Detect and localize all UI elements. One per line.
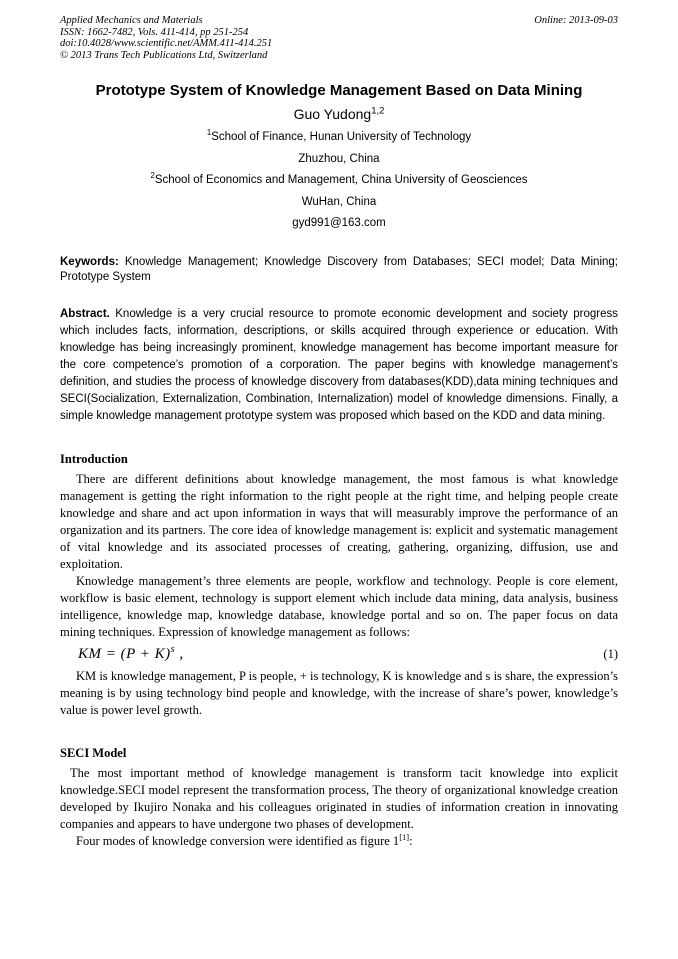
seci-closing-line bbox=[60, 833, 618, 850]
affiliation-superscript: 1 bbox=[206, 128, 212, 138]
copyright-line: © 2013 Trans Tech Publications Ltd, Switzerland bbox=[60, 49, 268, 61]
intro-paragraph-3: KM is knowledge management, P is people, + is technology, K is knowledge and s is share, the expression’s meaning is by using technology bind people and knowledge, with the increase of share’s power, knowledge’s value is power level growth. bbox=[60, 668, 618, 717]
closing-text: Four modes of knowledge conversion were identified as figure 1 bbox=[76, 833, 400, 848]
section-heading-seci-model: SECI Model bbox=[60, 745, 127, 760]
keywords-label: Keywords: bbox=[60, 255, 119, 268]
affiliation-text: Zhuzhou, China bbox=[298, 152, 380, 165]
author-line bbox=[60, 105, 618, 123]
section-heading-introduction: Introduction bbox=[60, 451, 128, 466]
equation-row bbox=[60, 643, 618, 663]
paper-title: Prototype System of Knowledge Management Based on Data Mining bbox=[95, 82, 583, 99]
closing-colon: : bbox=[409, 833, 413, 848]
abstract-paragraph bbox=[60, 306, 618, 425]
abstract-text: Knowledge is a very crucial resource to promote economic development and society progress which includes facts, information, descriptions, or skills acquired through experience or education. With knowledge has being increasingly prominent, knowledge management has become important measure for the core competence’s promotion of a corporation. The paper begins with knowledge management’s definition, and studies the process of knowledge discovery from databases(KDD),data mining techniques and SECI(Socialization, Externalization, Combination, Internalization) model of knowledge dimensions. Finally, a simple knowledge management prototype system was proposed which based on the KDD and data mining. bbox=[60, 307, 618, 422]
equation-tail: , bbox=[175, 645, 184, 662]
equation-number: (1) bbox=[603, 646, 618, 661]
equation-body: KM = (P + K) bbox=[78, 645, 171, 662]
affiliation-text: School of Finance, Hunan University of Technology bbox=[211, 131, 472, 143]
affiliation-line bbox=[60, 170, 618, 192]
doi-line: doi:10.4028/www.scientific.net/AMM.411-414.251 bbox=[60, 38, 273, 49]
equation bbox=[60, 643, 184, 663]
keywords-text: Knowledge Management; Knowledge Discovery from Databases; SECI model; Data Mining; Prototype System bbox=[60, 255, 618, 283]
affiliation-line bbox=[60, 127, 618, 149]
intro-paragraph-2: Knowledge management’s three elements are people, workflow and technology. People is core element, workflow is basic element, technology is support element which include data mining, data analysis, business intelligence, knowledge map, knowledge database, knowledge portal and so on. The paper focus on data mining techniques. Expression of knowledge management as follows: bbox=[60, 573, 618, 639]
abstract-label: Abstract. bbox=[60, 307, 110, 320]
affiliation-text: WuHan, China bbox=[301, 195, 377, 208]
seci-paragraph-1: The most important method of knowledge management is transform tacit knowledge into explicit knowledge.SECI model represent the transformation process, The theory of organizational knowledge creation developed by Ikujiro Nonaka and his colleagues originated in studies of information creation in innovating companies and appears to have undergone two phases of development. bbox=[60, 765, 618, 831]
affiliation-line bbox=[60, 192, 618, 214]
affiliation-line bbox=[60, 149, 618, 171]
author-name: Guo Yudong bbox=[293, 106, 372, 122]
online-date: Online: 2013-09-03 bbox=[534, 15, 618, 26]
affiliation-superscript: 2 bbox=[150, 171, 155, 181]
affiliation-line bbox=[60, 213, 618, 235]
citation-superscript: [1] bbox=[399, 831, 410, 842]
equation-exponent: s bbox=[170, 643, 176, 655]
author-superscript: 1,2 bbox=[371, 105, 385, 117]
issn-line: ISSN: 1662-7482, Vols. 411-414, pp 251-254 bbox=[60, 26, 249, 38]
journal-header bbox=[60, 15, 618, 61]
intro-paragraph-1: There are different definitions about knowledge management, the most famous is what knowledge management is getting the right information to the right people at the right time, and helping people create knowledge and share and act upon information in ways that will measurably improve the performance of an organization and its partners. The core idea of knowledge management is: explicit and systematic management of vital knowledge and its associated processes of creating, gathering, organizing, diffusion, use and exploitation. bbox=[60, 471, 618, 571]
keywords-paragraph bbox=[60, 255, 618, 286]
affiliation-text: School of Economics and Management, China University of Geosciences bbox=[154, 174, 528, 186]
journal-name: Applied Mechanics and Materials bbox=[60, 15, 203, 26]
author-email: gyd991@163.com bbox=[292, 217, 386, 229]
affiliations bbox=[60, 127, 618, 235]
